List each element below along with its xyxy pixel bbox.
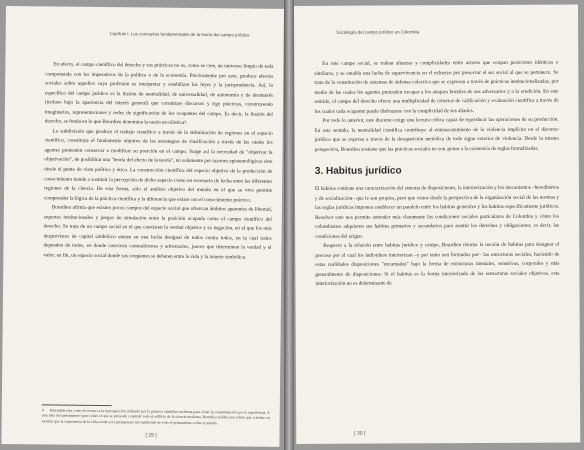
footnote [42,408,270,427]
footnote-number: 4 [41,408,44,413]
paragraph: En este campo social, se traban alianzas y complicidades entre actores que ocupan posiciones idénticas o similares, y se entabla una lucha de supervivencia en el esfuerzo por preservar el ser social al que se pertenece. Se trata de la constitución de sistemas de defensa colectiva que se expresan a través de prácticas institucionalizadas, por medio de las cuales los agentes pretenden escapar a los ataques brutales de sus adversarios y a la erudición. En este sentido, el campo del derecho ofrece una multiplicidad de criterios de calificación y evaluación científica a través de los cuales cada ocupante puede disfrazarse con la complicidad de sus aliados. [314,59,559,115]
running-head: Sociología del campo jurídico en Colombia [336,29,420,35]
paragraph: La subdivisión que produce el trabajo científico a través de la delimitación de regiones en el espacio científico, constituye el fundamento objetivo de las estrategias de clasificación a través de las cuales los agentes pretenden conservar o modificar su posición en el campo. Surge así la necesidad de "objetivar la objetivación", de posibilitar una "teoría del efecto de la teoría", no solamente por razones epistemológicas sino desde el punto de vista político y ético. La construcción científica del espacio objetivo de la producción de conocimiento tiende a sustituir la percepción de dicho espacio como un escenario de lucha entre las diferentes regiones de la ciencia. De esta forma, sólo el análisis objetivo del mundo en el que se vive permite comprender la lógica de la práctica científica y la diferencia que existe con el conocimiento práctico. [43,128,273,204]
book-gutter [284,0,294,450]
paragraph: Por todo lo anterior, este discurso exige una lectura crítica capaz de reproducir las operaciones de su producción. En este sentido, la neutralidad científica contribuye al enmascaramiento de la violencia implícita en el discurso jurídico que se expresa a través de la desaparición metódica de todo signo exterior de violencia. Desde la misma perspectiva, Bourdieu sostiene que las prácticas sociales no son ajenas a la existencia de reglas formalizadas. [314,116,559,153]
paragraph: En efecto, el campo científico del derecho y sus prácticas no es, como se cree, un universo limpio de toda componenda con los imperativos de la política o de la economía. Precisamente por esto, produce efectos sociales sobre aquellos cuya profesión es interpretar y estabilizar las leyes y la jurisprudencia. Así, lo específico del campo jurídico es la ilusión de neutralidad, de universalidad, de autonomía y de desinterés (incluso bajo la apariencia del interés general) que constituye discursos y rige prácticas, construyendo imaginarios, representaciones y redes de significación de los ocupantes del campo. Es decir, la ilusión del derecho, se funda en lo que Bourdieu denomina la razón escolástica⁴. [44,61,274,127]
footnote-rule [42,404,112,406]
right-page [294,5,580,444]
body-text [314,59,559,290]
running-head: Capítulo I. Los conceptos fundamentales de la teoría del campo jurídico [109,31,250,38]
left-page [1,6,284,447]
section-heading: 3. Habitus jurídico [314,165,402,178]
body-text [43,60,273,263]
footnote-text: Entendida esta como el recurso a la introspección utilizado por la práctica científica moderna para evitar la contaminación por la experiencia. A esta idea del pensamiento puro sobre el que se pretende construir todo el edificio de la ciencia moderna, Bourdieu realiza una crítica que consiste en mostrar que la experiencia de la vida social es el presupuesto inconsiderado de todo el pensamiento sobre el mundo. [41,408,270,426]
page-number: [ 29 ] [145,432,157,439]
paragraph: Bourdieu afirma que existen pocos campos del espacio social que ofrezcan ámbitos aparentes de libertad, soportes institucionales y juegos de simulación entre la posición ocupada como el campo científico del derecho. Se trata de un campo social en el que coexisten la verdad objetiva y su negación, en el que los más desprovistos de capital simbólico entran en una lucha desigual de todos contra todos, en la cual todos dependen de todos, en donde conviven contradictores y adversarios, jueces que determinan la verdad y el valor; en fin, un espacio social donde sus ocupantes se debaten entre la vida y la muerte simbólica. [43,204,272,261]
paragraph: Respecto a la relación entre habitus jurídico y campo, Bourdieu retoma la noción de habitus para designar el proceso por el cual los individuos interiorizan –y por tanto son formados por– las estructuras sociales, haciendo de estas realidades disposiciones "encarnadas" bajo la forma de estructuras mentales, sensitivas, corporales y más generalmente de disposiciones. Si el habitus es la forma interiorizada de las estructuras sociales objetivas, esta interiorización no es determinante de [315,241,560,288]
paragraph: El habitus contiene una caracterización del sistema de disposiciones, la interiorización y los mecanismos –hereditarios y de socialización– que le son propios, pero que vistos desde la perspectiva de la organización social de las normas y las reglas jurídicas imponen establecer un paralelo entre los habitus generales y los habitus específicamente jurídicos. Resolver esto nos permite entender más claramente las condiciones sociales particulares de Colombia y cómo los colombianos adquieren sus habitus primarios y secundarios para asumir los derechos y obligaciones; es decir, las condiciones del origen. [314,184,560,240]
page-number: [ 30 ] [354,430,366,437]
